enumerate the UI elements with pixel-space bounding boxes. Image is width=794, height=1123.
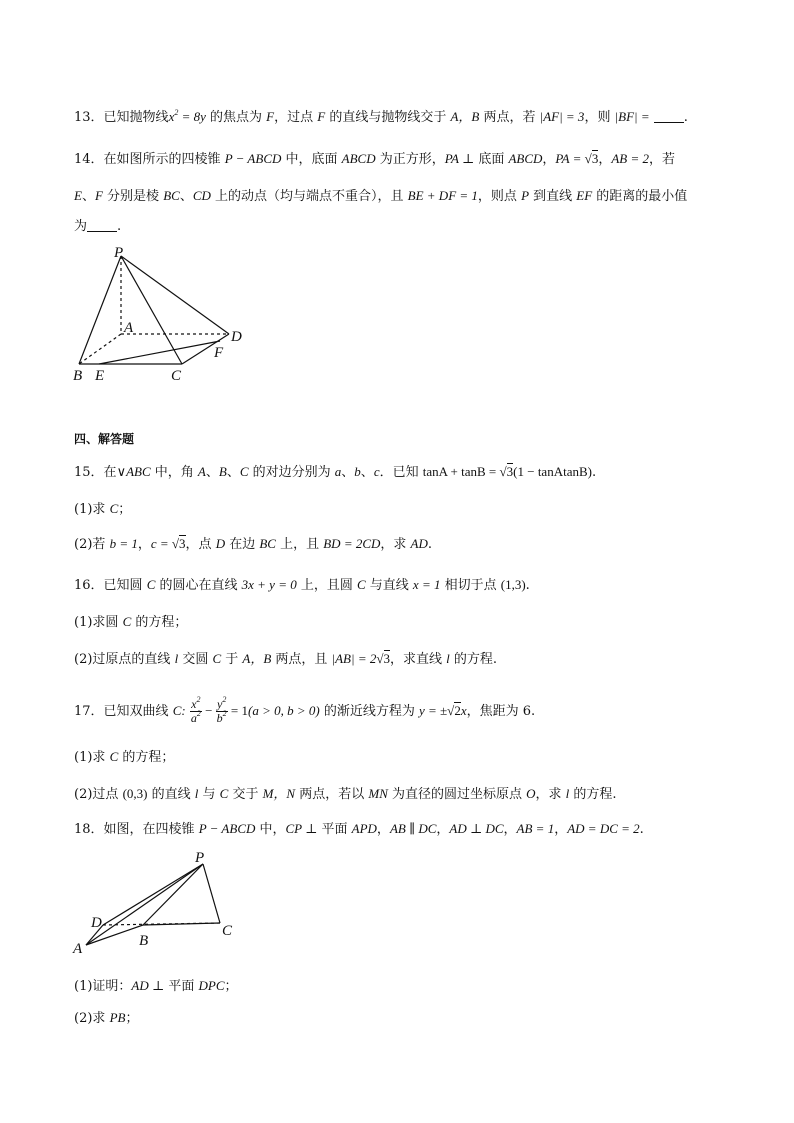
q13-equation: $x^2 = 8y$ (168, 108, 206, 124)
q16-math: C (146, 577, 156, 592)
q17-math: x (460, 703, 467, 718)
q16-text: 已知圆 (103, 578, 147, 593)
q14-text: 分别是棱 (102, 189, 164, 204)
q14-text: 、 (179, 189, 193, 204)
q15-math: BD = 2CD (323, 536, 381, 551)
q18-math: P − ABCD (198, 821, 256, 836)
q15-math: a (334, 464, 342, 479)
q18-math: APD (351, 821, 377, 836)
q16-math: x = 1 (412, 577, 441, 592)
q17-text: (2)过点 (74, 787, 123, 802)
q14-math: PA ⊥ (444, 151, 475, 166)
q17-text: ，焦距为 6. (466, 704, 536, 719)
answer-blank[interactable] (87, 219, 117, 232)
q15-math: tanA + tanB = (422, 464, 500, 479)
q13-text: 两点，若 (479, 110, 540, 125)
q17-math: (0,3) (122, 786, 148, 801)
q13-number: 13． (74, 110, 104, 125)
q15-math: c = (150, 536, 172, 551)
q17-text: 的渐近线方程为 (319, 704, 419, 719)
q14-text: 、 (81, 189, 95, 204)
q17-math: C: (172, 703, 186, 718)
edge-PD (121, 256, 229, 334)
q16-text: 两点，且 (271, 652, 332, 667)
q14-text: ，若 (648, 152, 675, 167)
q14-text: 上的动点（均与端点不重合），且 (210, 189, 408, 204)
q16-text: 于 (221, 652, 243, 667)
q13-text: 的焦点为 (205, 110, 267, 125)
q15-math: C (239, 464, 249, 479)
q15-math: c (373, 464, 380, 479)
q16-math: |AB| = 2 (331, 651, 377, 666)
q15-text: ．已知 (379, 465, 423, 480)
q18-text: ； (224, 979, 238, 994)
q13-var: A，B (450, 109, 480, 124)
q14-math: E (74, 188, 82, 203)
q17-math: (a > 0, b > 0) (248, 703, 320, 718)
q14-line-1: 14．在如图所示的四棱锥 P − ABCD 中，底面 ABCD 为正方形，PA ⊥ 底面 ABCD，PA = √3，AB = 2，若 (74, 151, 675, 167)
q17-text: 已知双曲线 (103, 704, 173, 719)
q14-math: BE + DF = 1 (407, 188, 478, 203)
label-F: F (214, 345, 224, 361)
q17-math: y = ± (418, 703, 448, 718)
q16-math: 3x + y = 0 (241, 577, 297, 592)
q14-math: P − ABCD (224, 151, 282, 166)
q13-math: |AF| = 3 (539, 109, 585, 124)
q14-number: 14． (74, 152, 104, 167)
q15-text: ； (118, 502, 132, 517)
edge-PD (103, 864, 203, 925)
edge-PB (79, 256, 121, 364)
q14-text: 的距离的最小值 (592, 189, 688, 204)
q15-number: 15． (74, 465, 104, 480)
q15-math: A (197, 464, 206, 479)
q18-math: PB (109, 1010, 126, 1025)
q18-text: (2)求 (74, 1011, 110, 1026)
q13-text: ，过点 (274, 110, 318, 125)
q18-part-1 (74, 977, 238, 996)
q17-math: M，N (262, 786, 296, 801)
q14-math: F (94, 188, 103, 203)
answer-blank[interactable] (654, 110, 684, 123)
q16-math: A，B (242, 651, 272, 666)
q17-text: 为直径的圆过坐标原点 (387, 787, 527, 802)
q14-math: EF (576, 188, 593, 203)
q15-text: . (427, 537, 433, 552)
segment-EF (99, 341, 220, 364)
q15-text: ， (137, 537, 151, 552)
q17-math: l (194, 786, 199, 801)
q17-stem: 17．已知双曲线 C: $\frac{x^2}{a^2}$ − $\frac{y^2}{b^2}$ = 1(a > 0, b > 0) 的渐近线方程为 y = ±√2x，焦距为 6. (74, 695, 536, 725)
q17-text: ，求 (535, 787, 566, 802)
label-D: D (231, 329, 242, 345)
q15-math: D (215, 536, 226, 551)
q16-math: 3 (383, 651, 390, 666)
q16-math: l (446, 651, 450, 666)
q18-text: 中， (255, 822, 286, 837)
q15-text: (2)若 (74, 537, 110, 552)
q13-text: 的直线与抛物线交于 (325, 110, 451, 125)
q15-math: ∨ABC (116, 464, 151, 479)
label-B: B (73, 368, 83, 384)
q17-text: 的方程. (569, 787, 617, 802)
q18-math: AD ⊥ DC (449, 821, 504, 836)
q15-math: 3 (179, 536, 186, 551)
q18-pyramid-figure (60, 840, 250, 965)
q17-math: O (526, 786, 536, 801)
q17-math: = 1 (227, 703, 249, 718)
q16-text: . (525, 578, 530, 593)
q14-math: BC (163, 188, 180, 203)
q15-math: (1 − tanAtanB) (513, 464, 592, 479)
q17-text: (1)求 (74, 750, 110, 765)
q15-part-2: (2)若 b = 1，c = √3，点 D 在边 BC 上，且 BD = 2CD，求 AD. (74, 536, 433, 552)
q15-text: ，求 (380, 537, 411, 552)
q16-text: 上，且圆 (296, 578, 357, 593)
q18-text: 如图，在四棱锥 (103, 822, 199, 837)
q14-math: 3 (591, 151, 599, 166)
q14-text: 在如图所示的四棱锥 (103, 152, 225, 167)
q16-part-2: (2)过原点的直线 l 交圆 C 于 A，B 两点，且 |AB| = 2√3，求直线 l 的方程. (74, 651, 498, 667)
q14-line-3 (74, 218, 121, 236)
q16-text: ，求直线 (390, 652, 447, 667)
q18-text: ， (376, 822, 390, 837)
q17-math: l (565, 786, 570, 801)
q18-text: ； (125, 1011, 139, 1026)
q16-text: 交圆 (178, 652, 213, 667)
q14-text: . (117, 219, 122, 234)
q15-text: (1)求 (74, 502, 110, 517)
q13-text: ，则 (584, 110, 615, 125)
q18-text: 平面 (317, 822, 352, 837)
q16-text: 的方程. (449, 652, 498, 667)
q15-math: BC (259, 536, 276, 551)
q14-line-2 (74, 187, 687, 206)
q16-part-1 (74, 613, 187, 632)
q13-math: |BF| = (614, 109, 650, 124)
q14-text: 底面 (474, 152, 509, 167)
q16-text: (1)求圆 (74, 615, 123, 630)
q14-math: AB = 2 (611, 151, 649, 166)
q15-text: 、 (226, 465, 240, 480)
q13-line (74, 108, 688, 127)
q16-math: (1,3) (500, 577, 526, 592)
q14-text: 中，底面 (281, 152, 342, 167)
q14-math: PA = (555, 151, 585, 166)
q18-stem (74, 820, 644, 839)
label-B: B (139, 933, 149, 949)
q15-math: 3 (506, 464, 514, 479)
q18-number: 18． (74, 822, 104, 837)
q14-math: ABCD (508, 151, 543, 166)
q17-part-2 (74, 785, 617, 804)
q18-math: AD ⊥ (131, 978, 165, 993)
q17-math: 2 (454, 703, 461, 718)
label-E: E (95, 368, 105, 384)
q15-text: 在 (103, 465, 117, 480)
q18-text: ， (554, 822, 568, 837)
q14-text: 为正方形， (375, 152, 445, 167)
q17-text: 与 (198, 787, 220, 802)
q18-math: DPC (198, 978, 225, 993)
fraction-x2-a2: $\frac{x^2}{a^2}$ (190, 695, 201, 725)
q15-math: B (218, 464, 227, 479)
edge-PC (121, 256, 182, 364)
q18-math: AB = 1 (516, 821, 555, 836)
q13-text: 已知抛物线 (103, 110, 169, 125)
q16-number: 16． (74, 578, 104, 593)
q17-number: 17． (74, 704, 104, 719)
q16-math: C (122, 614, 132, 629)
q18-math: CP ⊥ (285, 821, 318, 836)
q18-part-2 (74, 1009, 138, 1028)
q17-text: 交于 (228, 787, 263, 802)
q15-text: 、 (341, 465, 355, 480)
q15-math: b (354, 464, 361, 479)
label-C: C (171, 368, 182, 384)
label-D: D (91, 915, 102, 931)
q17-part-1 (74, 748, 174, 767)
q16-math: l (174, 651, 179, 666)
label-C: C (222, 923, 233, 939)
q13-text: . (683, 110, 688, 125)
q16-text: (2)过原点的直线 (74, 652, 175, 667)
q13-var: F (317, 109, 326, 124)
q14-text: ， (542, 152, 556, 167)
section-title: 四、解答题 (74, 432, 135, 446)
label-A: A (73, 941, 83, 957)
q14-text: ，则点 (477, 189, 522, 204)
edge-PC (203, 864, 220, 923)
q17-math: C (109, 749, 119, 764)
q15-part-1 (74, 500, 131, 519)
q16-text: 相切于点 (440, 578, 501, 593)
q14-text: 为 (74, 219, 88, 234)
q18-math: AD = DC = 2 (567, 821, 640, 836)
q17-math: C (219, 786, 229, 801)
q14-math: P (521, 188, 530, 203)
q16-math: C (212, 651, 222, 666)
q18-text: 平面 (164, 979, 199, 994)
label-P: P (195, 850, 205, 866)
q17-text: 的方程； (118, 750, 175, 765)
q14-math: ABCD (341, 151, 376, 166)
q17-text: 的直线 (147, 787, 195, 802)
q14-text: ， (598, 152, 612, 167)
fraction-y2-b2: $\frac{y^2}{b^2}$ (216, 695, 227, 725)
q18-text: . (639, 822, 644, 837)
q13-var: F (266, 109, 275, 124)
q15-text: 上，且 (275, 537, 324, 552)
q15-text: 、 (360, 465, 374, 480)
q18-math: AB ∥ DC (389, 821, 437, 836)
q15-text: 、 (205, 465, 219, 480)
q17-math: MN (368, 786, 388, 801)
q15-math: C (109, 501, 119, 516)
q14-text: 到直线 (529, 189, 577, 204)
q15-text: 的对边分别为 (248, 465, 335, 480)
label-P: P (114, 245, 124, 261)
q16-text: 的圆心在直线 (155, 578, 242, 593)
q15-text: ，点 (185, 537, 216, 552)
q17-text: 两点，若以 (295, 787, 369, 802)
q18-text: (1)证明： (74, 979, 132, 994)
q16-text: 的方程； (131, 615, 188, 630)
q18-text: ， (436, 822, 450, 837)
q15-text: 中，角 (150, 465, 198, 480)
q16-math: C (356, 577, 366, 592)
q15-math: AD (410, 536, 428, 551)
q15-math: b = 1 (109, 536, 138, 551)
q15-text: . (591, 465, 597, 480)
q14-math: CD (192, 188, 211, 203)
q15-stem: 15．在∨ABC 中，角 A、B、C 的对边分别为 a、b、c．已知 tanA + tanB = √3(1 − tanAtanB). (74, 464, 597, 480)
label-A: A (124, 320, 134, 336)
q14-pyramid-figure (60, 240, 260, 390)
q17-math: − (201, 703, 216, 718)
q15-text: 在边 (225, 537, 260, 552)
q18-text: ， (503, 822, 517, 837)
q16-text: 与直线 (365, 578, 413, 593)
q16-stem (74, 576, 530, 595)
